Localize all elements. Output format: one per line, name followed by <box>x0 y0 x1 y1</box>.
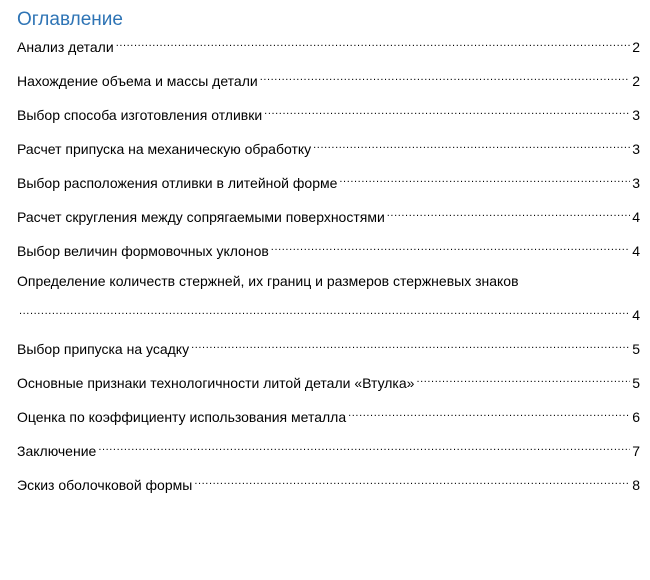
toc-entry-fillet-calculation[interactable] <box>17 204 640 225</box>
toc-entry-machining-allowance[interactable] <box>17 136 640 157</box>
dot-leader <box>313 136 630 154</box>
toc-entry-title: Выбор величин формовочных уклонов <box>17 243 269 259</box>
toc-entry-draft-angles[interactable] <box>17 238 640 259</box>
toc-entry-page: 4 <box>632 243 640 259</box>
toc-entry-shell-mold-sketch[interactable] <box>17 472 640 493</box>
toc-heading: Оглавление <box>17 9 123 30</box>
toc-entry-title: Оценка по коэффициенту использования металла <box>17 409 347 425</box>
toc-entry-casting-position[interactable] <box>17 170 640 191</box>
toc-entry-casting-method[interactable] <box>17 102 640 123</box>
toc-entry-page: 3 <box>632 175 640 191</box>
toc-entry-page: 3 <box>632 141 640 157</box>
toc-entry-manufacturability[interactable] <box>17 370 640 391</box>
toc-entry-title: Анализ детали <box>17 39 114 55</box>
toc-entry-page: 5 <box>632 375 640 391</box>
toc-entry-volume-mass[interactable] <box>17 68 640 89</box>
toc-entry-continuation <box>17 302 640 323</box>
toc-entry-title: Выбор припуска на усадку <box>17 341 190 357</box>
toc-entry-title: Определение количеств стержней, их границ и размеров стержневых знаков <box>17 273 519 289</box>
dot-leader <box>348 404 630 422</box>
toc-entry-cores[interactable] <box>17 272 640 323</box>
toc-entry-title: Расчет припуска на механическую обработку <box>17 141 312 157</box>
toc-entry-conclusion[interactable] <box>17 438 640 459</box>
dot-leader <box>116 34 631 52</box>
dot-leader <box>260 68 631 86</box>
dot-leader <box>264 102 630 120</box>
toc-entry-analysis[interactable] <box>17 34 640 55</box>
dot-leader <box>416 370 630 388</box>
toc-entry-page: 6 <box>632 409 640 425</box>
dot-leader <box>194 472 630 490</box>
dot-leader <box>271 238 630 256</box>
dot-leader <box>387 204 630 222</box>
toc-entry-page: 7 <box>632 443 640 459</box>
table-of-contents <box>17 8 640 506</box>
toc-entry-page: 2 <box>632 39 640 55</box>
dot-leader <box>191 336 630 354</box>
toc-entry-page: 5 <box>632 341 640 357</box>
toc-entry-title: Эскиз оболочковой формы <box>17 477 193 493</box>
toc-entry-page: 4 <box>632 209 640 225</box>
toc-entry-page: 8 <box>632 477 640 493</box>
toc-entry-shrinkage-allowance[interactable] <box>17 336 640 357</box>
toc-entry-page: 2 <box>632 73 640 89</box>
toc-entry-page: 3 <box>632 107 640 123</box>
toc-entry-title: Выбор способа изготовления отливки <box>17 107 263 123</box>
dot-leader <box>339 170 630 188</box>
toc-entry-page: 4 <box>632 307 640 323</box>
toc-entry-metal-utilization[interactable] <box>17 404 640 425</box>
toc-entry-title: Выбор расположения отливки в литейной форме <box>17 175 338 191</box>
toc-entry-title: Заключение <box>17 443 97 459</box>
toc-entry-title: Основные признаки технологичности литой детали «Втулка» <box>17 375 415 391</box>
dot-leader <box>19 302 630 320</box>
toc-entry-title: Расчет скругления между сопрягаемыми поверхностями <box>17 209 385 225</box>
toc-entry-title: Нахождение объема и массы детали <box>17 73 258 89</box>
dot-leader <box>98 438 630 456</box>
